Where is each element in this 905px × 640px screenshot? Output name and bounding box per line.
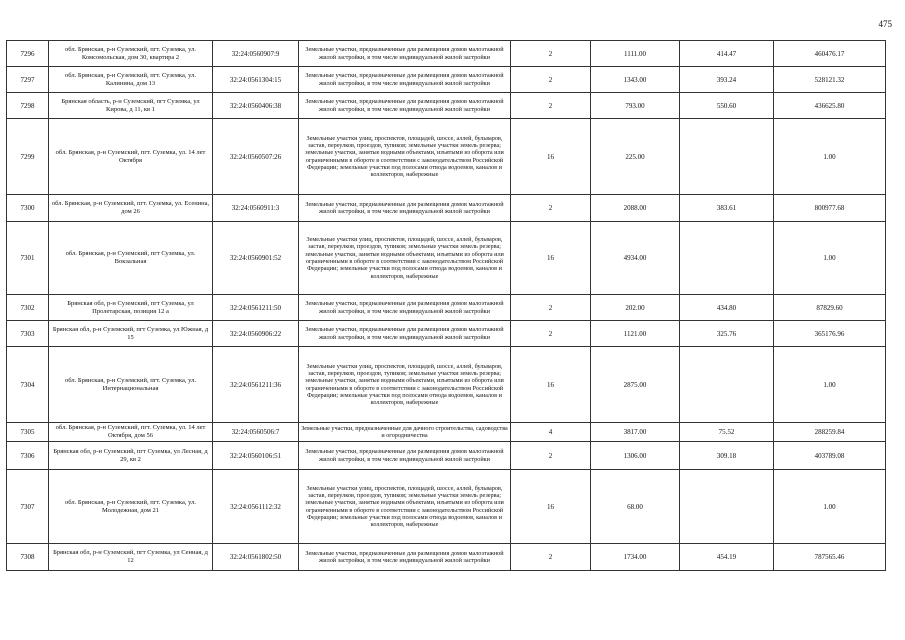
cell-area: 4934.00 — [591, 222, 680, 295]
cell-land-use-purpose: Земельные участки, предназначенные для размещения домов малоэтажной жилой застройки, в том числе индивидуальной жилой застройки — [299, 544, 511, 571]
cell-cadastral-value: 1.00 — [774, 470, 886, 544]
cell-address: обл. Брянская, р-н Суземский, пгт. Суземка, ул. Есенина, дом 26 — [49, 195, 213, 222]
cell-address: обл. Брянская, р-н Суземский, пгт. Суземка, ул. Интернациональная — [49, 347, 213, 423]
cell-cadastral-value: 787565.46 — [774, 544, 886, 571]
cell-land-use-purpose: Земельные участки, предназначенные для размещения домов малоэтажной жилой застройки, в том числе индивидуальной жилой застройки — [299, 93, 511, 119]
cell-cadastral-number: 32:24:0560907:9 — [213, 41, 299, 67]
page-number: 475 — [878, 19, 892, 29]
cell-specific-value: 434.80 — [680, 295, 774, 321]
cell-area: 2088.00 — [591, 195, 680, 222]
cell-specific-value — [680, 119, 774, 195]
cell-land-use-purpose: Земельные участки улиц, проспектов, площадей, шоссе, аллей, бульваров, застав, переулков, проездов, тупиков; земельные участки земель резерва; земельные участки, занятые водными объектами, изъятыми из оборота или ограниченными в обороте в соответствии с законодательством Российской Федерации; земельные участки под полосами отвода водоемов, каналов и коллекторов, набережные — [299, 347, 511, 423]
cell-cadastral-value: 800977.68 — [774, 195, 886, 222]
cell-row-number: 7304 — [7, 347, 49, 423]
cell-cadastral-value: 528121.32 — [774, 67, 886, 93]
table-row — [7, 41, 886, 67]
table-row — [7, 544, 886, 571]
cell-area: 1111.00 — [591, 41, 680, 67]
land-registry-table — [6, 40, 886, 571]
cell-area: 202.00 — [591, 295, 680, 321]
cell-use-group: 2 — [511, 195, 591, 222]
cell-row-number: 7305 — [7, 423, 49, 442]
cell-specific-value: 75.52 — [680, 423, 774, 442]
cell-land-use-purpose: Земельные участки, предназначенные для размещения домов малоэтажной жилой застройки, в том числе индивидуальной жилой застройки — [299, 67, 511, 93]
cell-cadastral-number: 32:24:0560506:7 — [213, 423, 299, 442]
cell-area: 793.00 — [591, 93, 680, 119]
cell-land-use-purpose: Земельные участки, предназначенные для размещения домов малоэтажной жилой застройки, в том числе индивидуальной жилой застройки — [299, 195, 511, 222]
cell-specific-value: 550.60 — [680, 93, 774, 119]
cell-specific-value: 414.47 — [680, 41, 774, 67]
cell-cadastral-value: 365176.96 — [774, 321, 886, 347]
cell-specific-value: 309.18 — [680, 442, 774, 470]
cell-land-use-purpose: Земельные участки, предназначенные для размещения домов малоэтажной жилой застройки, в том числе индивидуальной жилой застройки — [299, 295, 511, 321]
cell-cadastral-number: 32:24:0561211:36 — [213, 347, 299, 423]
table-row — [7, 119, 886, 195]
cell-land-use-purpose: Земельные участки, предназначенные для размещения домов малоэтажной жилой застройки, в том числе индивидуальной жилой застройки — [299, 41, 511, 67]
cell-specific-value: 383.61 — [680, 195, 774, 222]
cell-cadastral-number: 32:24:0560906:22 — [213, 321, 299, 347]
cell-row-number: 7307 — [7, 470, 49, 544]
cell-area: 1343.00 — [591, 67, 680, 93]
cell-address: обл. Брянская, р-н Суземский, пгт Суземка, ул. Вокзальная — [49, 222, 213, 295]
cell-row-number: 7297 — [7, 67, 49, 93]
cell-specific-value: 325.76 — [680, 321, 774, 347]
cell-row-number: 7299 — [7, 119, 49, 195]
cell-address: Брянская обл, р-н Суземский, пгт Суземка, ул Пролетарская, позиция 12 а — [49, 295, 213, 321]
cell-land-use-purpose: Земельные участки, предназначенные для дачного строительства, садоводства и огородничества — [299, 423, 511, 442]
cell-cadastral-value: 1.00 — [774, 347, 886, 423]
cell-cadastral-number: 32:24:0561802:50 — [213, 544, 299, 571]
cell-cadastral-value: 288259.84 — [774, 423, 886, 442]
cell-area: 68.00 — [591, 470, 680, 544]
cell-address: обл. Брянская, р-н Суземский, пгт. Суземка, ул. Комсомольская, дом 30, квартира 2 — [49, 41, 213, 67]
cell-cadastral-number: 32:24:0561304:15 — [213, 67, 299, 93]
cell-address: обл. Брянская, р-н Суземский, пгт. Суземка, ул. Калинина, дом 13 — [49, 67, 213, 93]
cell-address: Брянская обл, р-н Суземский, пгт Суземка, ул Южная, д 15 — [49, 321, 213, 347]
table-row — [7, 321, 886, 347]
cell-address: обл. Брянская, р-н Суземский, пгт. Суземка, ул. 14 лет Октября — [49, 119, 213, 195]
cell-area: 225.00 — [591, 119, 680, 195]
table-body — [7, 41, 886, 571]
cell-area: 1306.00 — [591, 442, 680, 470]
cell-cadastral-number: 32:24:0561112:32 — [213, 470, 299, 544]
cell-cadastral-number: 32:24:0560507:26 — [213, 119, 299, 195]
cell-cadastral-number: 32:24:0561211:50 — [213, 295, 299, 321]
cell-area: 3817.00 — [591, 423, 680, 442]
cell-cadastral-number: 32:24:0560106:51 — [213, 442, 299, 470]
cell-cadastral-value: 436625.80 — [774, 93, 886, 119]
cell-cadastral-number: 32:24:0560911:3 — [213, 195, 299, 222]
cell-use-group: 2 — [511, 295, 591, 321]
table-row — [7, 222, 886, 295]
cell-row-number: 7298 — [7, 93, 49, 119]
cell-use-group: 16 — [511, 119, 591, 195]
cell-specific-value — [680, 347, 774, 423]
cell-cadastral-number: 32:24:0560901:52 — [213, 222, 299, 295]
cell-use-group: 4 — [511, 423, 591, 442]
cell-row-number: 7306 — [7, 442, 49, 470]
table-row — [7, 295, 886, 321]
cell-use-group: 16 — [511, 470, 591, 544]
cell-land-use-purpose: Земельные участки, предназначенные для размещения домов малоэтажной жилой застройки, в том числе индивидуальной жилой застройки — [299, 321, 511, 347]
cell-use-group: 2 — [511, 67, 591, 93]
cell-specific-value: 454.19 — [680, 544, 774, 571]
cell-cadastral-value: 87829.60 — [774, 295, 886, 321]
cell-cadastral-value: 403789.08 — [774, 442, 886, 470]
cell-cadastral-value: 1.00 — [774, 119, 886, 195]
cell-row-number: 7301 — [7, 222, 49, 295]
cell-use-group: 2 — [511, 93, 591, 119]
cell-land-use-purpose: Земельные участки улиц, проспектов, площадей, шоссе, аллей, бульваров, застав, переулков, проездов, тупиков; земельные участки земель резерва; земельные участки, занятые водными объектами, изъятыми из оборота или ограниченными в обороте в соответствии с законодательством Российской Федерации; земельные участки под полосами отвода водоемов, каналов и коллекторов, набережные — [299, 119, 511, 195]
cell-use-group: 16 — [511, 222, 591, 295]
cell-address: обл. Брянская, р-н Суземский, пгт. Суземка, ул. 14 лет Октября, дом 56 — [49, 423, 213, 442]
cell-use-group: 2 — [511, 442, 591, 470]
cell-cadastral-value: 1.00 — [774, 222, 886, 295]
cell-address: Брянская обл, р-н Суземский, пгт Суземка, ул Лесная, д 29, кв 2 — [49, 442, 213, 470]
cell-address: Брянская обл, р-н Суземский, пгт Суземка, ул Сенная, д 12 — [49, 544, 213, 571]
table-row — [7, 67, 886, 93]
cell-cadastral-value: 460476.17 — [774, 41, 886, 67]
cell-address: обл. Брянская, р-н Суземский, пгт. Суземка, ул. Молодежная, дом 21 — [49, 470, 213, 544]
cell-row-number: 7308 — [7, 544, 49, 571]
cell-area: 2875.00 — [591, 347, 680, 423]
cell-row-number: 7296 — [7, 41, 49, 67]
table-row — [7, 470, 886, 544]
table-row — [7, 423, 886, 442]
cell-row-number: 7302 — [7, 295, 49, 321]
cell-area: 1734.00 — [591, 544, 680, 571]
cell-specific-value — [680, 222, 774, 295]
table-row — [7, 347, 886, 423]
cell-row-number: 7300 — [7, 195, 49, 222]
cell-land-use-purpose: Земельные участки улиц, проспектов, площадей, шоссе, аллей, бульваров, застав, переулков, проездов, тупиков; земельные участки земель резерва; земельные участки, занятые водными объектами, изъятыми из оборота или ограниченными в обороте в соответствии с законодательством Российской Федерации; земельные участки под полосами отвода водоемов, каналов и коллекторов, набережные — [299, 470, 511, 544]
cell-use-group: 2 — [511, 544, 591, 571]
table-row — [7, 442, 886, 470]
cell-cadastral-number: 32:24:0560406:38 — [213, 93, 299, 119]
cell-use-group: 16 — [511, 347, 591, 423]
cell-specific-value — [680, 470, 774, 544]
cell-address: Брянская область, р-н Суземский, пгт Суземка, ул Кирова, д 11, кв 1 — [49, 93, 213, 119]
cell-use-group: 2 — [511, 321, 591, 347]
table-row — [7, 195, 886, 222]
cell-specific-value: 393.24 — [680, 67, 774, 93]
cell-land-use-purpose: Земельные участки, предназначенные для размещения домов малоэтажной жилой застройки, в том числе индивидуальной жилой застройки — [299, 442, 511, 470]
cell-use-group: 2 — [511, 41, 591, 67]
cell-row-number: 7303 — [7, 321, 49, 347]
cell-land-use-purpose: Земельные участки улиц, проспектов, площадей, шоссе, аллей, бульваров, застав, переулков, проездов, тупиков; земельные участки земель резерва; земельные участки, занятые водными объектами, изъятыми из оборота или ограниченными в обороте в соответствии с законодательством Российской Федерации; земельные участки под полосами отвода водоемов, каналов и коллекторов, набережные — [299, 222, 511, 295]
table-row — [7, 93, 886, 119]
cell-area: 1121.00 — [591, 321, 680, 347]
